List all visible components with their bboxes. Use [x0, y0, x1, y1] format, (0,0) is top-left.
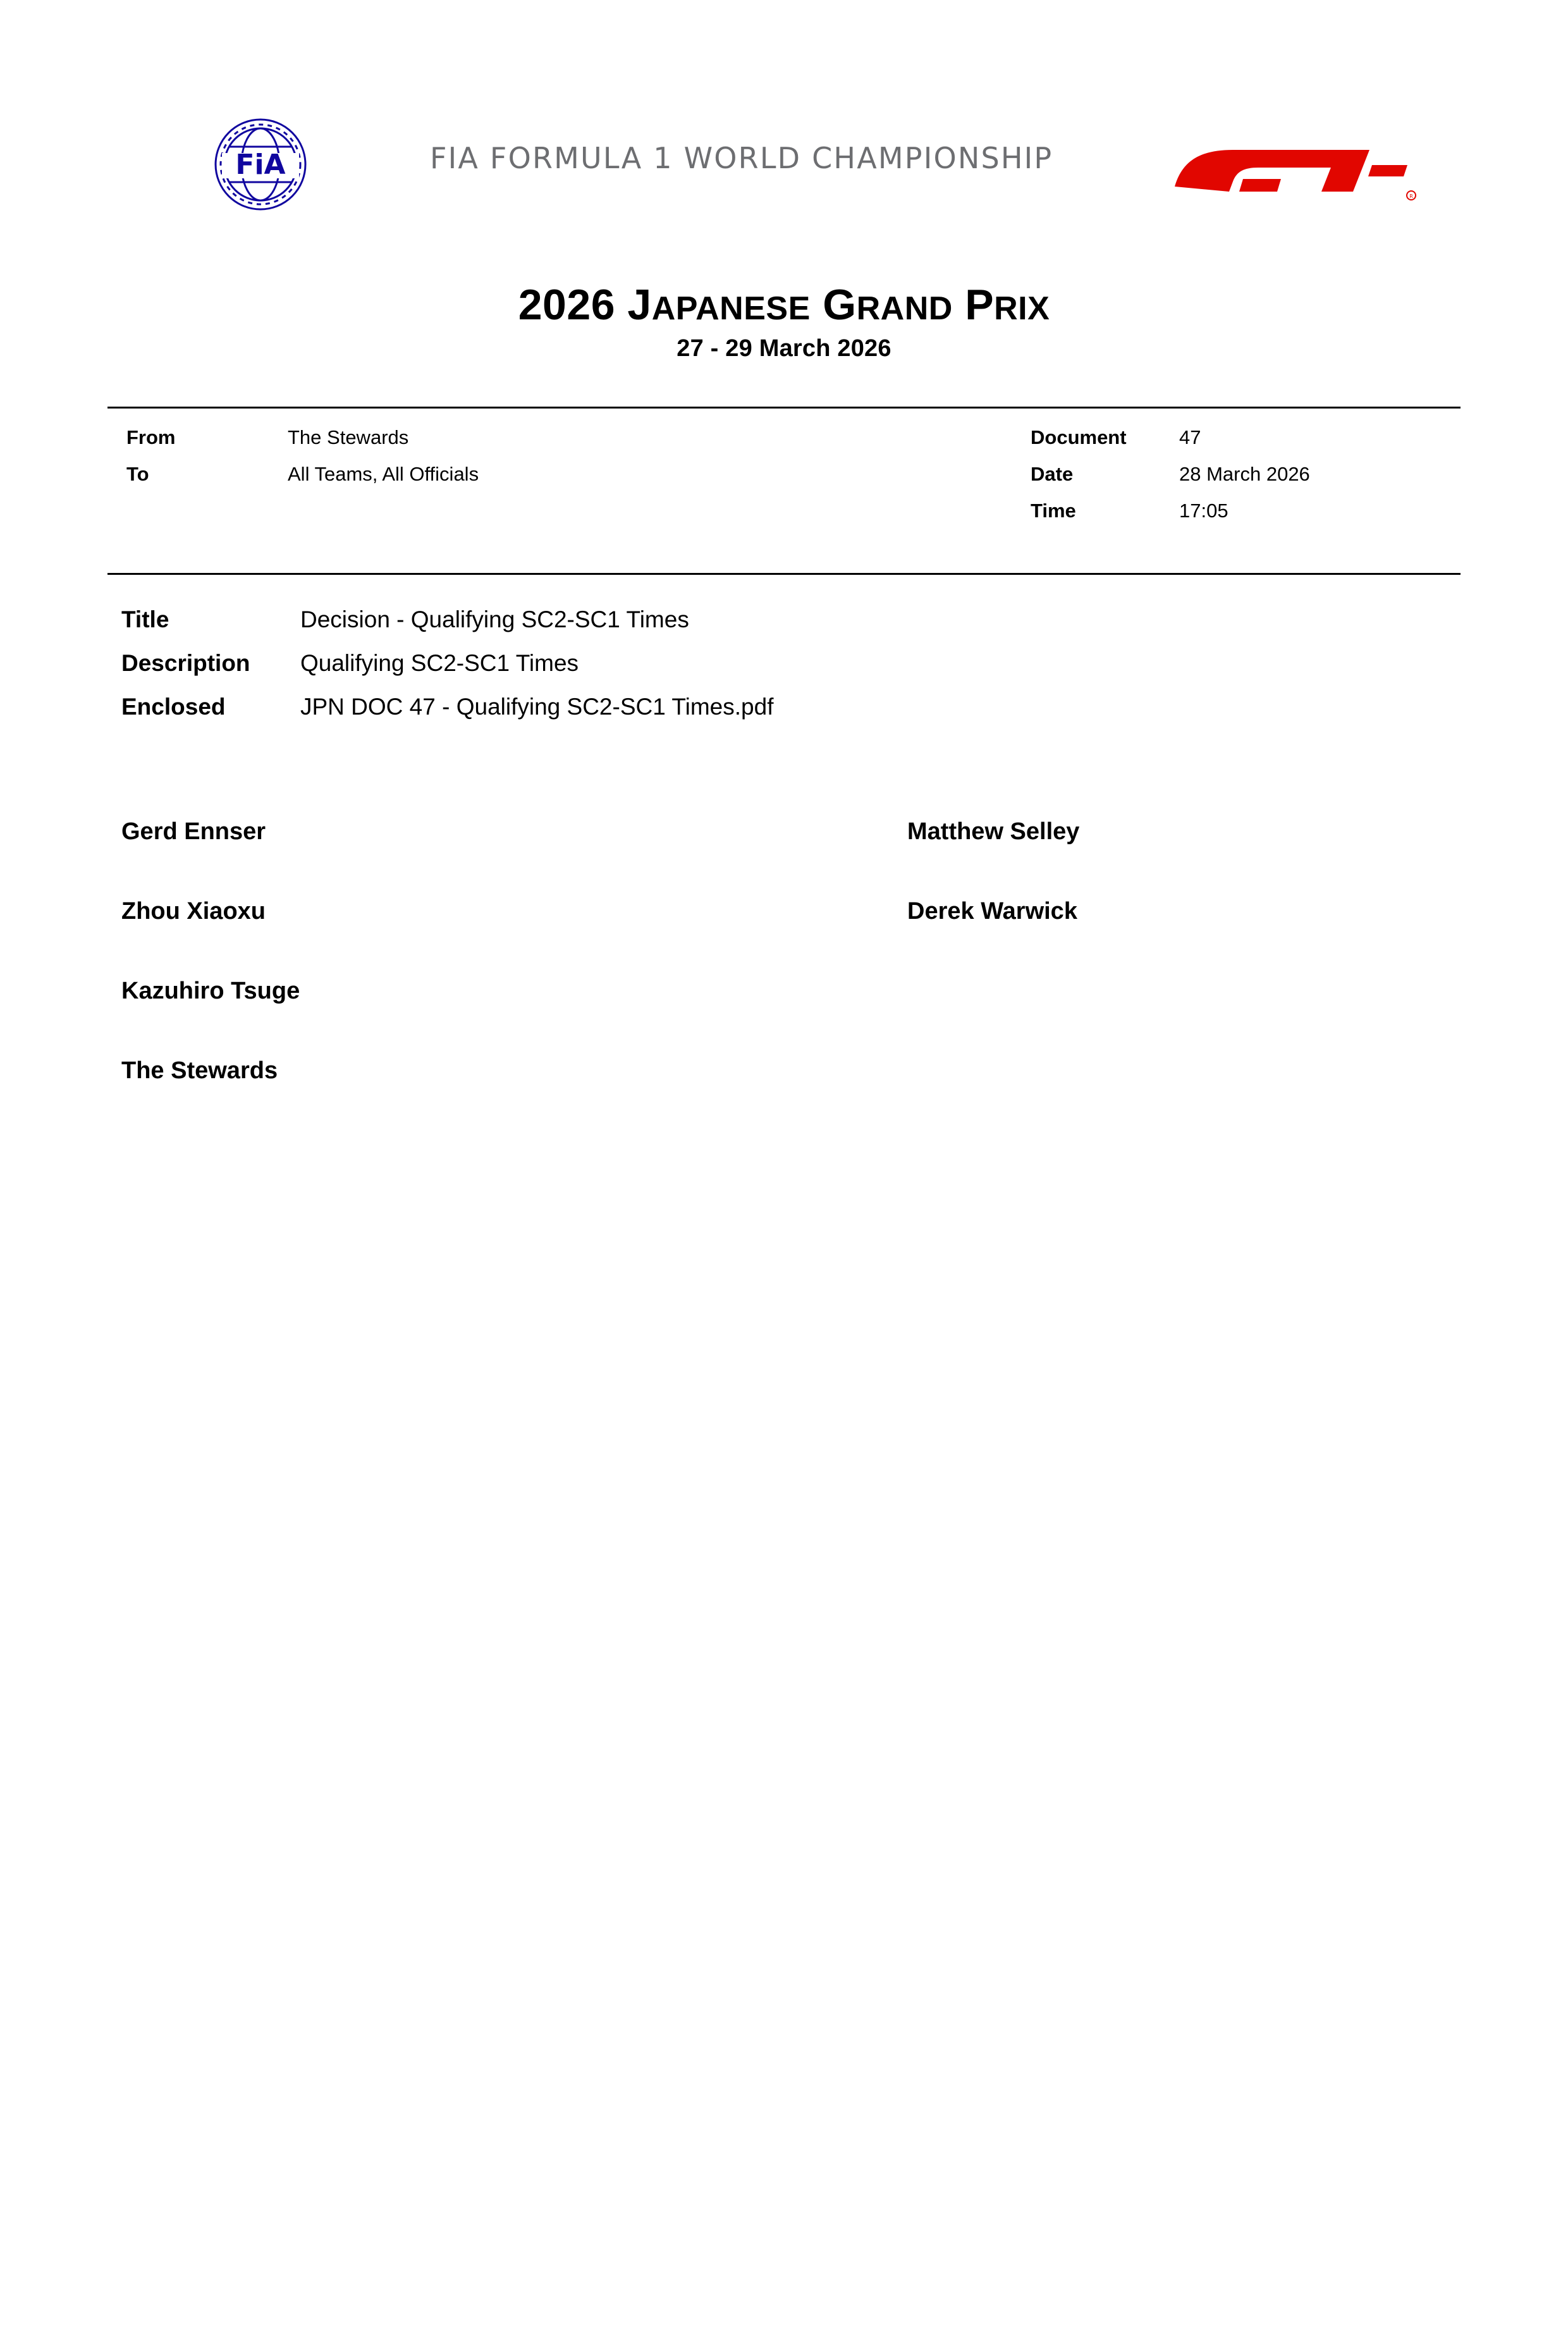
document-header: [107, 117, 1461, 275]
date-label: Date: [1031, 463, 1074, 486]
svg-text:R: R: [1409, 194, 1413, 199]
details-block: [107, 575, 1461, 720]
signatory-name: Gerd Ennser: [121, 818, 266, 845]
detail-row-enclosed: [107, 694, 1461, 720]
signatory-row: [107, 818, 1461, 898]
to-value: All Teams, All Officials: [288, 463, 479, 486]
document-value: 47: [1179, 426, 1201, 449]
f1-logo-icon: [1163, 137, 1416, 207]
championship-title: FIA FORMULA 1 WORLD CHAMPIONSHIP: [430, 141, 1053, 175]
signatory-name: Kazuhiro Tsuge: [121, 978, 300, 1005]
fia-logo-icon: [193, 117, 329, 212]
signatory-name: Zhou Xiaoxu: [121, 898, 266, 925]
document-label: Document: [1031, 426, 1127, 449]
from-label: From: [126, 426, 176, 449]
date-value: 28 March 2026: [1179, 463, 1310, 486]
meta-row-document: [1031, 426, 1448, 449]
event-title: 2026 JAPANESE GRAND PRIX: [518, 281, 1050, 329]
title-label: Title: [121, 606, 169, 633]
meta-row-date: [1031, 463, 1448, 486]
description-value: Qualifying SC2-SC1 Times: [300, 650, 579, 677]
signatory-row: [107, 898, 1461, 978]
signatory-name: Derek Warwick: [907, 898, 1077, 925]
meta-row-from: [126, 426, 1012, 449]
signatory-row: [107, 978, 1461, 1057]
document-page: [0, 117, 1568, 2336]
signatory-row: [107, 1057, 1461, 1137]
detail-row-title: [107, 606, 1461, 633]
from-value: The Stewards: [288, 426, 409, 449]
time-value: 17:05: [1179, 500, 1228, 522]
meta-right-column: [1031, 426, 1448, 536]
meta-block: [107, 409, 1461, 573]
event-dates: 27 - 29 March 2026: [677, 335, 891, 362]
signatory-name: Matthew Selley: [907, 818, 1080, 845]
title-value: Decision - Qualifying SC2-SC1 Times: [300, 606, 689, 633]
meta-left-column: [126, 426, 1012, 500]
event-title-block: [107, 283, 1461, 362]
description-label: Description: [121, 650, 250, 677]
to-label: To: [126, 463, 149, 486]
signatories-block: [107, 737, 1461, 1137]
detail-row-description: [107, 650, 1461, 677]
svg-text:FiA: FiA: [235, 149, 286, 181]
meta-row-to: [126, 463, 1012, 486]
event-title-text: 2026: [518, 281, 616, 329]
time-label: Time: [1031, 500, 1076, 522]
signatory-role: The Stewards: [121, 1057, 278, 1085]
enclosed-label: Enclosed: [121, 694, 226, 720]
meta-row-time: [1031, 500, 1448, 522]
enclosed-value[interactable]: JPN DOC 47 - Qualifying SC2-SC1 Times.pdf: [300, 694, 774, 720]
